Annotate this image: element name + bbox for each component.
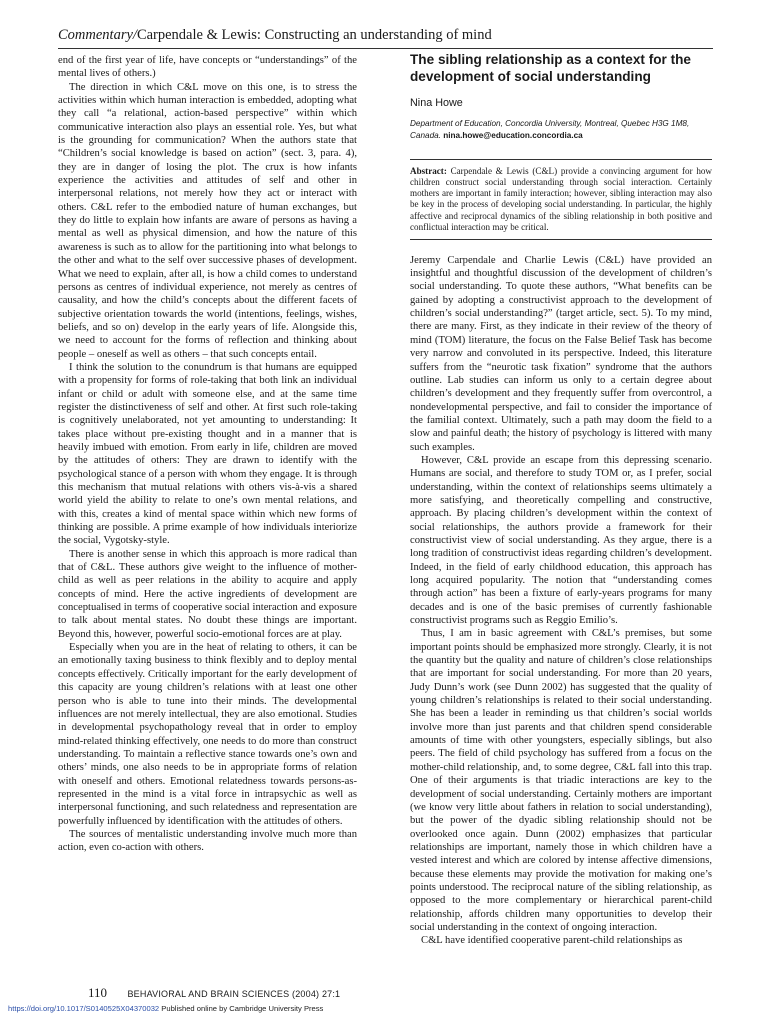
abstract-label: Abstract: xyxy=(410,166,447,177)
right-paragraph-3: Thus, I am in basic agreement with C&L’s premises, but some important points should be emphasized more strongly. Clearly, it is not the quantity but the quality and nature of children’s close relationships that are important for social understanding. For more than 20 years, Judy Dunn’s work (see Dunn 2002) has suggested that the quality of young children’s relationships is related to their social understanding. She has been a leader in reminding us that children’s social worlds involve more than just parents and that children spend considerable amounts of time with other youngsters, especially siblings, but also peers. The field of child psychology has suffered from a focus on the mother-child relationship, and, to some degree, C&L fall into this trap. One of their arguments is that triadic interactions are key to the development of social understanding. Certainly mothers are important (we know very little about fathers in relation to social understanding), but the power of the dyadic sibling relationship should not be overlooked once again. Dunn (2002) emphasizes that particular relationships are important, namely those in which children have a vested interest and which are colored by intense affective dimensions, because these elements may provide the motivation for making one’s points understood. The reciprocal nature of the sibling relationship, as opposed to the more complementary or hierarchical parent-child relationship, affords children many opportunities to develop their social understanding in the context of ongoing interaction. xyxy=(410,628,712,933)
left-paragraph-1: end of the first year of life, have concepts or “understandings” of the mental lives of others.) xyxy=(58,55,357,80)
running-head xyxy=(58,26,718,44)
page-number: 110 xyxy=(88,985,108,1000)
journal-citation: BEHAVIORAL AND BRAIN SCIENCES (2004) 27:1 xyxy=(127,989,341,999)
left-paragraph-4: There is another sense in which this approach is more radical than that of C&L. These authors give weight to the influence of mother-child as well as peer relations in the ability to acquire and apply concepts of mind. Here the active ingredients of development are conceptualised in terms of cooperative social interaction and exposure to talk about mental states. No doubt these things are important. Beyond this, however, powerful socio-emotional forces are at play. xyxy=(58,548,357,640)
running-head-section: Commentary/ xyxy=(58,27,137,43)
article-title: The sibling relationship as a context for the development of social understanding xyxy=(410,52,691,84)
author-email-link[interactable]: nina.howe@education.concordia.ca xyxy=(443,130,583,140)
running-head-title: Carpendale & Lewis: Constructing an understanding of mind xyxy=(136,27,492,43)
left-paragraph-5: Especially when you are in the heat of relating to others, it can be an emotionally taxing business to think flexibly and to deploy mental concepts effectively. Critically important for the early development of this capacity are young children’s relations with at least one other person who is able to tune into their minds. The developmental influences are not merely intellectual, they are also emotional. Studies in developmental psychopathology reveal that in order to employ mind-related thinking effectively, one needs to do more than construct understanding. To maintain a reflective stance towards one’s own and others’ minds, one also needs to be in appropriate forms of relation with oneself and others. Emotional relatedness towards persons-as-represented in the mind is a vital force in intrapsychic as well as interpersonal functioning, and such relatedness and representation are powerfully influenced by identification with the attitudes of others. xyxy=(58,642,357,827)
right-paragraph-2: However, C&L provide an escape from this depressing scenario. Humans are social, and therefore to study TOM or, as I prefer, social understanding, within the context of relationships seems ultimately a more satisfying, and theoretically compelling and constructive, approach. By placing children’s development within the context of social relationships, the authors provide a framework for their constructivist view of social understanding. As they argue, there is a long tradition of constructivist ideas regarding children’s development. Indeed, in the field of early childhood education, this approach has long acquired popularity. The notion that “understanding comes through action” has been a fixture of early-years programs for many decades and is one of the basic premises of currently fashionable constructivist programs such as Reggio Emilio’s. xyxy=(410,454,712,627)
abstract-text: Carpendale & Lewis (C&L) provide a convincing argument for how children construct social understanding through social interaction. Certainly mothers are important in family interaction; however, sibling interaction may also be key in the process of developing social understanding. In particular, the highly affective and reciprocal dynamics of the sibling relationship in both positive and conflictual interaction may be critical. xyxy=(410,166,712,232)
article-body xyxy=(410,254,712,948)
left-column xyxy=(58,54,357,855)
left-paragraph-6: The sources of mentalistic understanding involve much more than action, even co-action with others. xyxy=(58,828,357,854)
header-rule xyxy=(58,48,713,49)
right-column xyxy=(410,52,712,948)
article-author: Nina Howe xyxy=(410,97,463,109)
page-footer xyxy=(88,984,688,1002)
right-paragraph-1: Jeremy Carpendale and Charlie Lewis (C&L) have provided an insightful and thoughtful discussion of the development of children’s social understanding. To quote these authors, “What benefits can be gained by adopting a constructivist approach to the development of children’s social understanding?” (target article, sect. 5). To my mind, there are many. First, as they indicate in their review of the theory of mind (TOM) literature, the focus on the False Belief Task has become very narrow and convoluted in its perspective. Indeed, this literature suffers from the “neurotic task fixation” syndrome that the authors outline. Lab studies can inform us only to a certain degree about children’s development and they frequently suffer from overcontrol, a nondevelopmental perspective, and fail to consider the importance of the familial context. Ultimately, such a path may doom the field to a slow and painful death; the history of psychology is littered with many such examples. xyxy=(410,254,712,453)
publisher-note: Published online by Cambridge University Press xyxy=(159,1004,324,1013)
author-affiliation xyxy=(410,118,712,141)
doi-line xyxy=(8,1004,608,1013)
left-paragraph-3: I think the solution to the conundrum is that humans are equipped with a propensity for forms of role-taking that both link an individual infant or child or adult with someone else, and at the same time register the distinctiveness of self and other. At first such role-taking is cognitively unelaborated, not yet amounting to understanding: It takes place without pre-existing thought and in a manner that is heavily imbued with emotion. From early in life, children are moved by the attitudes of others: They are drawn to identify with the psychological stance of a person with whom they engage. It is through this mechanism that mutual relations with others vis-à-vis a shared world yield the ability to relate to one’s own mental relations, and with this, creates a kind of mental space within which new forms of thinking are possible. A prime example of how individuals interiorize the social, Vygotsky-style. xyxy=(58,361,357,547)
affiliation-text: Department of Education, Concordia University, Montreal, Quebec H3G 1M8, Canada. xyxy=(410,119,690,140)
right-paragraph-4: C&L have identified cooperative parent-child relationships as xyxy=(421,935,683,947)
left-paragraph-2: The direction in which C&L move on this one, is to stress the activities within which human interaction is embedded, adopting what they call “a relational, action-based perspective” within which communicative interaction also plays an essential role. Yes, but what is the grounding for communication? When the authors state that “Children’s social knowledge is based on action” (sect. 3, para. 4), they are in danger of losing the plot. The crux is how infants experience the activities and attitudes of self and other in interpersonal relations, not merely how they act or interact with others. C&L refer to the embodied nature of human exchanges, but they do little to explain how infants are aware of persons as having a mental as well as physical dimension, and how the nature of this awareness is such as to allow for the partitioning into what belongs to the other and what to the self over successive phases of development. What we need to explain, after all, is how a child comes to understand persons as centres of individual experience, not merely as centres of causality, and how the child’s concepts about the different facets of subjective orientation towards the world (intentions, feelings, wishes, beliefs, and so on) develop in the early years of life. Alongside this, we need to account for the forms of reflection and thinking about people – oneself as well as others – that such concepts entail. xyxy=(58,81,357,360)
abstract-box xyxy=(410,159,712,240)
doi-link[interactable]: https://doi.org/10.1017/S0140525X04370032 xyxy=(8,1004,160,1013)
